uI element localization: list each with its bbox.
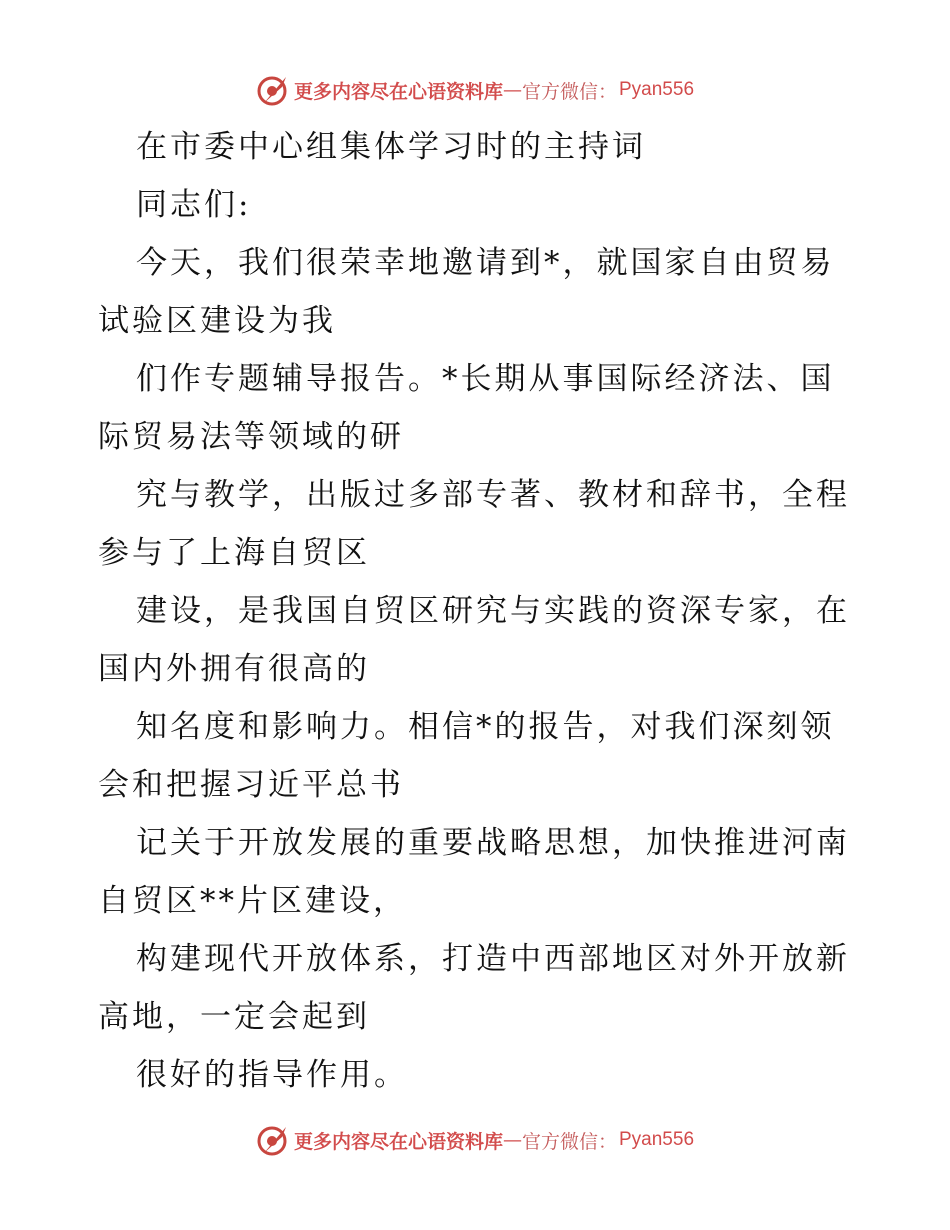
watermark-wechat-label: 官方微信： (521, 1130, 617, 1153)
watermark-main-text: 更多内容尽在心语资料库 (293, 1130, 503, 1153)
watermark-dash: — (502, 1129, 522, 1151)
watermark-dash: — (502, 79, 522, 101)
footer-watermark (0, 1122, 950, 1158)
paragraph-line: 究与教学，出版过多部专著、教材和辞书，全程 (136, 477, 850, 513)
paragraph-line: 际贸易法等领域的研 (98, 419, 404, 455)
document-title: 在市委中心组集体学习时的主持词 (136, 129, 646, 165)
header-watermark (0, 72, 950, 108)
paragraph-line: 建设，是我国自贸区研究与实践的资深专家，在 (136, 593, 850, 629)
paragraph-line: 知名度和影响力。相信*的报告，对我们深刻领 (136, 709, 835, 745)
paragraph-line: 会和把握习近平总书 (98, 767, 404, 803)
paragraph-line: 构建现代开放体系，打造中西部地区对外开放新 (136, 941, 850, 977)
salutation: 同志们: (136, 187, 252, 223)
quill-logo-icon (256, 73, 290, 107)
paragraph-line: 高地，一定会起到 (98, 999, 370, 1035)
watermark-wechat-id: Pyan556 (619, 1129, 695, 1150)
paragraph-line: 参与了上海自贸区 (98, 535, 370, 571)
paragraph-line: 国内外拥有很高的 (98, 651, 370, 687)
quill-logo-icon (256, 1123, 290, 1157)
paragraph-line: 们作专题辅导报告。*长期从事国际经济法、国 (136, 361, 835, 397)
paragraph-line: 今天，我们很荣幸地邀请到*，就国家自由贸易 (136, 245, 835, 281)
watermark-main-text: 更多内容尽在心语资料库 (293, 80, 503, 103)
paragraph-line: 很好的指导作用。 (136, 1057, 408, 1093)
document-body (98, 118, 858, 1104)
paragraph-line: 自贸区**片区建设， (98, 883, 407, 919)
paragraph-line: 试验区建设为我 (98, 303, 336, 339)
watermark-wechat-id: Pyan556 (619, 79, 695, 100)
watermark-wechat-label: 官方微信： (521, 80, 617, 103)
paragraph-line: 记关于开放发展的重要战略思想，加快推进河南 (136, 825, 850, 861)
